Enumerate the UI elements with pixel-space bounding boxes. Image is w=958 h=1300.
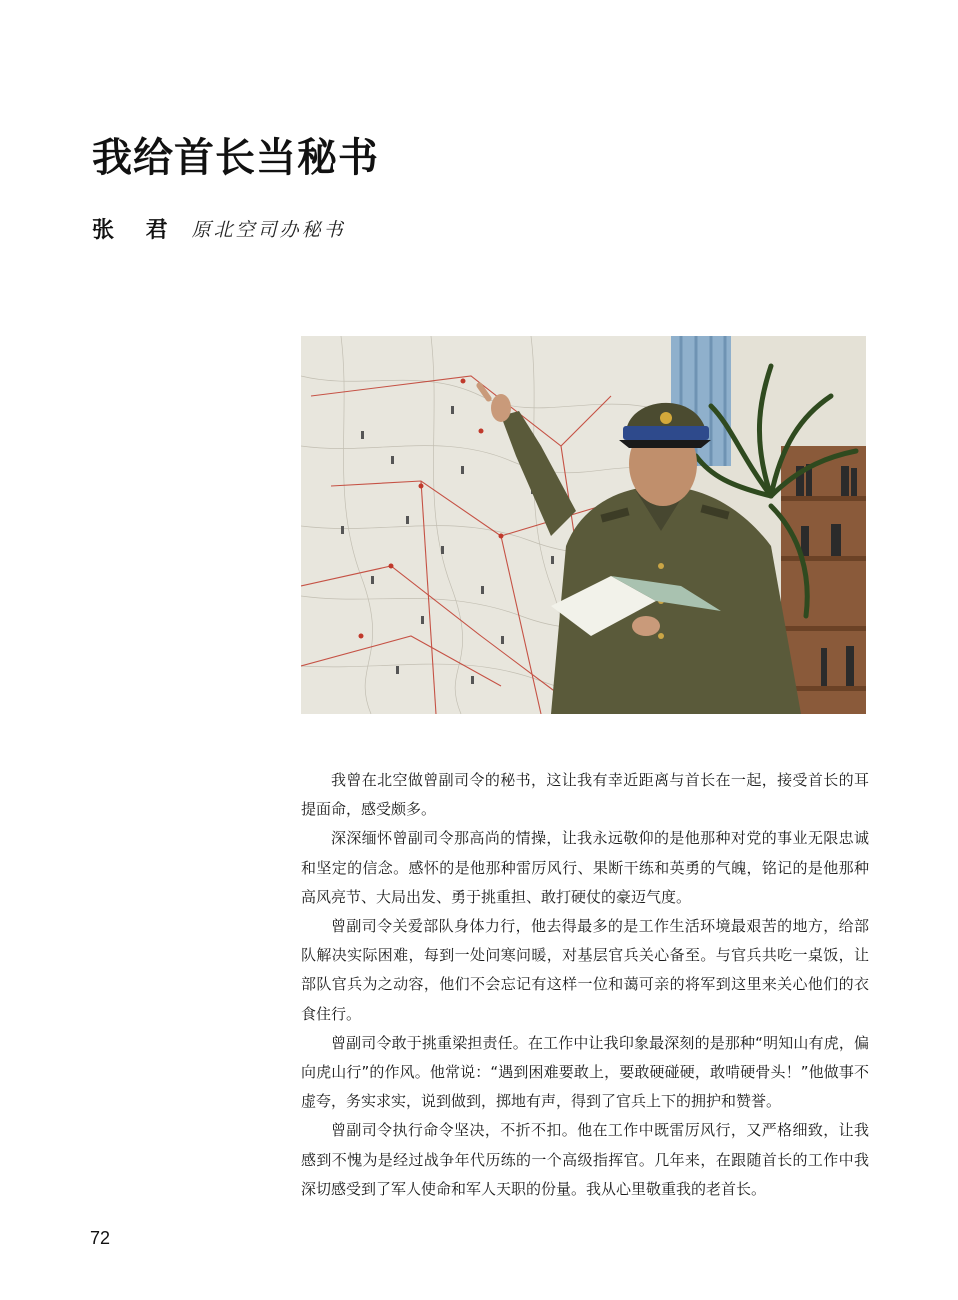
author-role: 原北空司办秘书	[191, 218, 346, 241]
paragraph: 深深缅怀曾副司令那高尚的情操，让我永远敬仰的是他那种对党的事业无限忠诚和坚定的信念。感怀的是他那种雷厉风行、果断干练和英勇的气魄，铭记的是他那种高风亮节、大局出发、勇于挑重担、敢打硬仗的豪迈气度。	[301, 829, 869, 906]
article-body	[301, 766, 869, 1204]
paragraph: 我曾在北空做曾副司令的秘书，这让我有幸近距离与首长在一起，接受首长的耳提面命，感受颇多。	[301, 771, 869, 819]
paragraph: 曾副司令敢于挑重梁担责任。在工作中让我印象最深刻的是那种“明知山有虎，偏向虎山行”的作风。他常说：“遇到困难要敢上，要敢硬碰硬，敢啃硬骨头！”他做事不虚夸，务实求实，说到做到，掷地有声，得到了官兵上下的拥护和赞誉。	[301, 1033, 869, 1111]
page-number: 72	[90, 1228, 111, 1248]
byline	[92, 212, 346, 244]
article-title: 我给首长当秘书	[92, 135, 379, 181]
paragraph: 曾副司令执行命令坚决，不折不扣。他在工作中既雷厉风行，又严格细致，让我感到不愧为是经过战争年代历练的一个高级指挥官。几年来，在跟随首长的工作中我深切感受到了军人使命和军人天职的份量。我从心里敬重我的老首长。	[301, 1121, 869, 1198]
paragraph: 曾副司令关爱部队身体力行，他去得最多的是工作生活环境最艰苦的地方，给部队解决实际困难，每到一处问寒问暖，对基层官兵关心备至。与官兵共吃一桌饭，让部队官兵为之动容，他们不会忘记有这样一位和蔼可亲的将军到这里来关心他们的衣食住行。	[301, 917, 869, 1023]
officer-at-map-photo	[301, 336, 866, 714]
author-name: 张 君	[92, 217, 180, 243]
